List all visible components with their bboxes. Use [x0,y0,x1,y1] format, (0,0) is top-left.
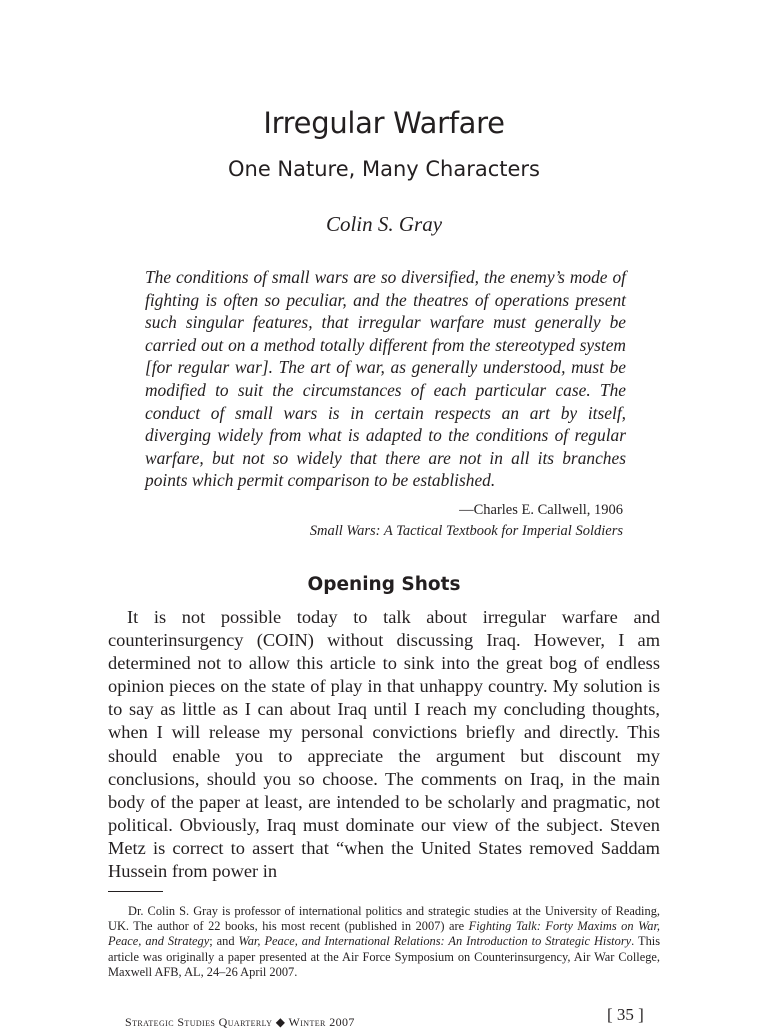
section-heading: Opening Shots [307,574,461,595]
footnote-divider [108,891,163,892]
epigraph-source: Small Wars: A Tactical Textbook for Imperial Soldiers [309,523,623,539]
author-footnote [108,904,660,980]
footnote-book-1: Fighting Talk: Forty Maxims on War, Peace, and Strategy [108,919,660,949]
footnote-text-3: . This article was originally a paper presented at the Air Force Symposium on Counterinsurgency, Air War College, Maxwell AFB, AL, 24–26 April 2007. [108,934,661,979]
footnote-text-2: ; and [209,934,239,949]
article-subtitle: One Nature, Many Characters [227,157,541,181]
article-title: Irregular Warfare [263,106,505,140]
footnote-book-2: War, Peace, and International Relations: An Introduction to Strategic History [238,934,632,949]
epigraph-attribution-block [310,500,623,542]
page-number: [ 35 ] [607,1005,644,1024]
author-name: Colin S. Gray [325,212,443,236]
epigraph-quote: The conditions of small wars are so diversified, the enemy’s mode of fighting is often so peculiar, and the theatres of operations present such singular features, that irregular warfare must generally be carried out on a method totally different from the stereotyped system [for regular war]. The art of war, as generally understood, must be modified to suit the circumstances of each particular case. The conduct of small wars is in certain respects an art by itself, diverging widely from what is adapted to the conditions of regular warfare, but not so widely that there are not in all its branches points which permit comparison to be established. [145,267,626,491]
running-footer: Strategic Studies Quarterly ◆ Winter 2007 [125,1015,355,1029]
footnote-text-1: Dr. Colin S. Gray is professor of international politics and strategic studies at the University of Reading, UK. The author of 22 books, his most recent (published in 2007) are [108,904,660,934]
epigraph-attribution: —Charles E. Callwell, 1906 [459,502,623,518]
body-paragraph: It is not possible today to talk about irregular warfare and counterinsurgency (COIN) without discussing Iraq. However, I am determined not to allow this article to sink into the great bog of endless opinion pieces on the state of play in that unhappy country. My solution is to say as little as I can about Iraq until I reach my concluding thoughts, when I will release my personal convictions briefly and directly. This should enable you to appreciate the argument but discount my conclusions, should you so choose. The comments on Iraq, in the main body of the paper at least, are intended to be scholarly and pragmatic, not political. Obviously, Iraq must dominate our view of the subject. Steven Metz is correct to assert that “when the United States removed Saddam Hussein from power in [108,607,660,882]
